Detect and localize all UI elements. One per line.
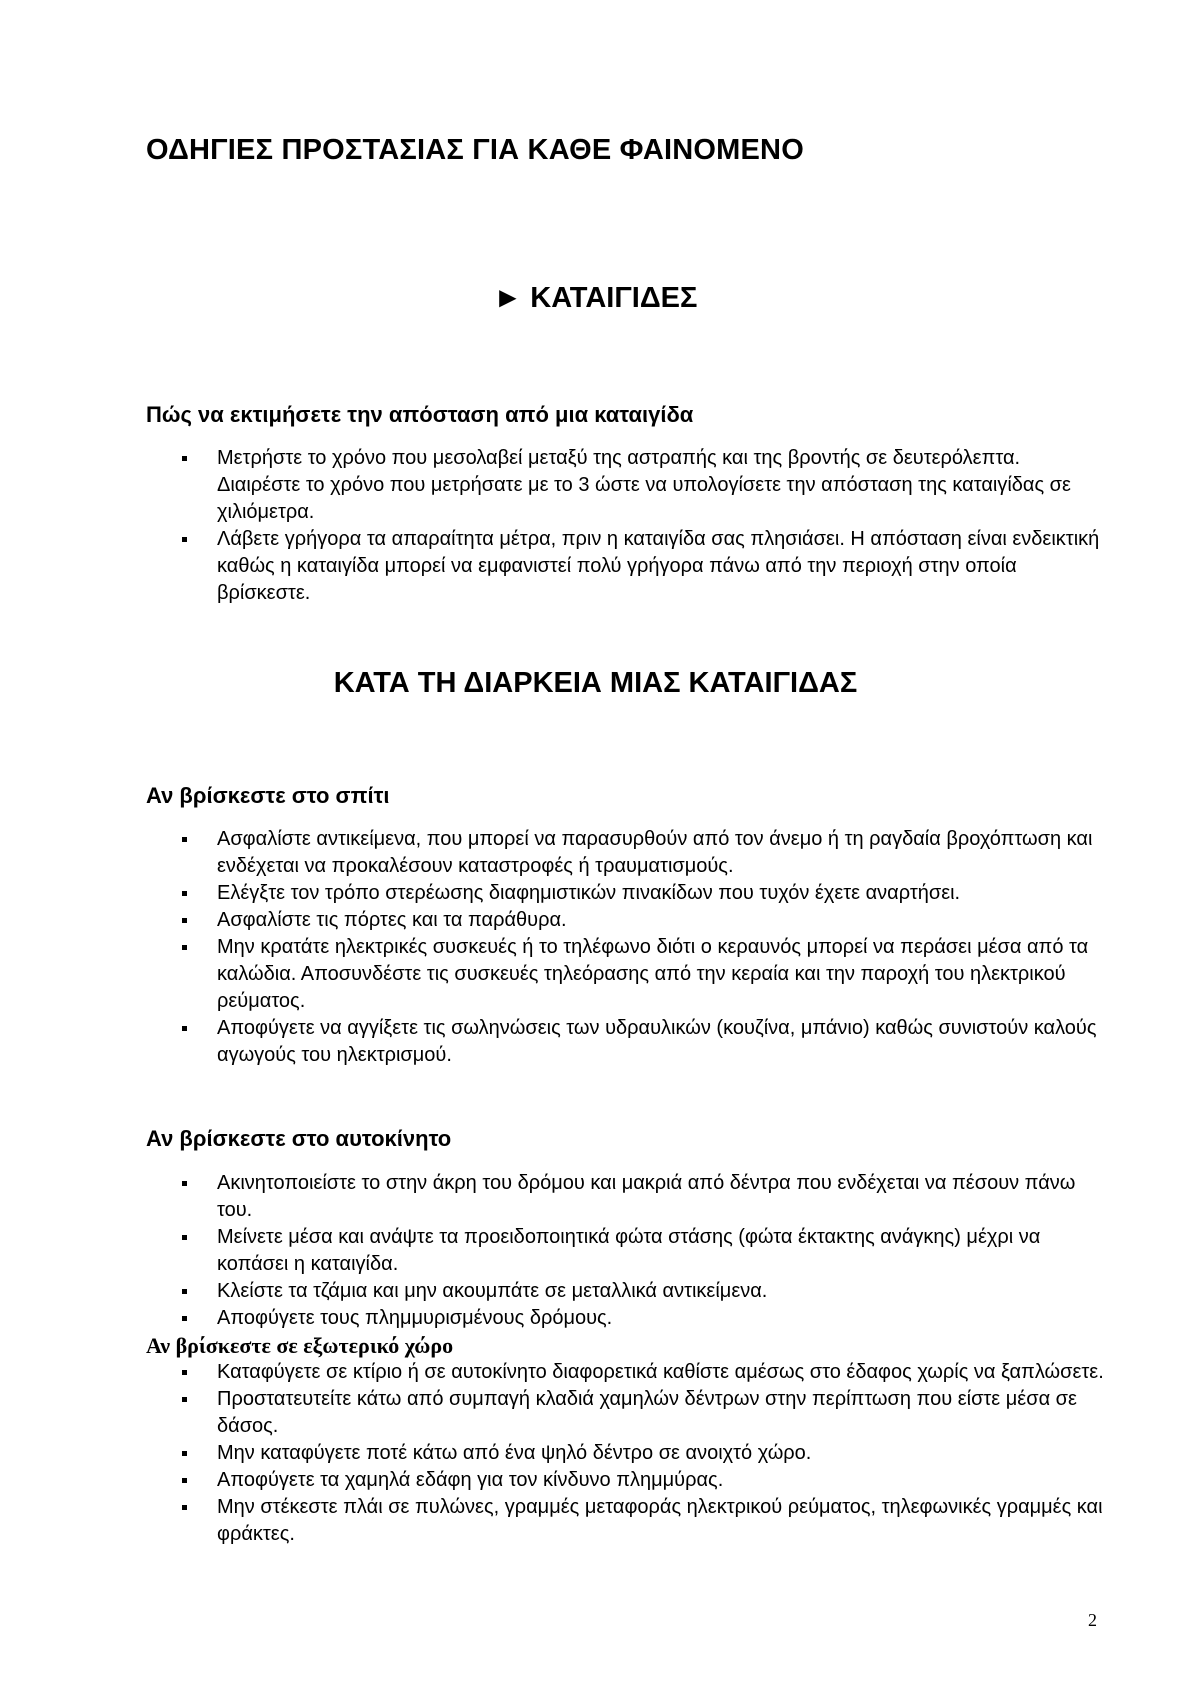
list-item-text: Αποφύγετε τους πλημμυρισμένους δρόμους. [217, 1307, 613, 1329]
during-storm-section-title: ΚΑΤΑ ΤΗ ΔΙΑΡΚΕΙΑ ΜΙΑΣ ΚΑΤΑΙΓΙΔΑΣ [333, 667, 858, 699]
bullet-icon [182, 918, 187, 923]
list-item [146, 934, 1106, 1015]
list-item [146, 1467, 1106, 1494]
car-heading: Αν βρίσκεστε στο αυτοκίνητο [146, 1126, 452, 1151]
list-item-text: Μείνετε μέσα και ανάψτε τα προειδοποιητικά φώτα στάσης (φώτα έκτακτης ανάγκης) μέχρι να κοπάσει η καταιγίδα. [217, 1226, 1041, 1275]
list-item-text: Λάβετε γρήγορα τα απαραίτητα μέτρα, πριν η καταιγίδα σας πλησιάσει. Η απόσταση είναι ενδεικτική καθώς η καταιγίδα μπορεί να εμφανιστεί πολύ γρήγορα πάνω από την περιοχή στην οποία βρίσκεστε. [217, 528, 1100, 604]
outdoor-heading: Αν βρίσκεστε σε εξωτερικό χώρο [146, 1333, 454, 1358]
car-list [146, 1170, 1106, 1332]
bullet-icon [182, 891, 187, 896]
home-heading: Αν βρίσκεστε στο σπίτι [146, 783, 390, 808]
bullet-icon [182, 1397, 187, 1402]
list-item-text: Καταφύγετε σε κτίριο ή σε αυτοκίνητο διαφορετικά καθίστε αμέσως στο έδαφος χωρίς να ξαπλώσετε. [217, 1361, 1104, 1383]
bullet-icon [182, 1289, 187, 1294]
list-item [146, 880, 1106, 907]
page-number: 2 [1088, 1610, 1097, 1630]
storms-section-title: ► ΚΑΤΑΙΓΙΔΕΣ [493, 282, 698, 314]
list-item-text: Ασφαλίστε τις πόρτες και τα παράθυρα. [217, 909, 567, 931]
list-item-text: Αποφύγετε τα χαμηλά εδάφη για τον κίνδυνο πλημμύρας. [217, 1469, 724, 1491]
bullet-icon [182, 1235, 187, 1240]
bullet-icon [182, 1316, 187, 1321]
list-item-text: Μην στέκεστε πλάι σε πυλώνες, γραμμές μεταφοράς ηλεκτρικού ρεύματος, τηλεφωνικές γραμμές και φράκτες. [217, 1496, 1103, 1545]
list-item [146, 1224, 1106, 1278]
list-item [146, 526, 1106, 607]
list-item [146, 1494, 1106, 1548]
distance-heading: Πώς να εκτιμήσετε την απόσταση από μια καταιγίδα [146, 402, 694, 427]
list-item [146, 445, 1106, 526]
list-item [146, 1386, 1106, 1440]
list-item [146, 1170, 1106, 1224]
list-item-text: Μην καταφύγετε ποτέ κάτω από ένα ψηλό δέντρο σε ανοιχτό χώρο. [217, 1442, 812, 1464]
bullet-icon [182, 1181, 187, 1186]
page-title: ΟΔΗΓΙΕΣ ΠΡΟΣΤΑΣΙΑΣ ΓΙΑ ΚΑΘΕ ΦΑΙΝΟΜΕΝΟ [146, 134, 804, 166]
list-item-text: Ασφαλίστε αντικείμενα, που μπορεί να παρασυρθούν από τον άνεμο ή τη ραγδαία βροχόπτωση και ενδέχεται να προκαλέσουν καταστροφές ή τραυματισμούς. [217, 828, 1093, 877]
bullet-icon [182, 1026, 187, 1031]
bullet-icon [182, 837, 187, 842]
list-item [146, 1359, 1106, 1386]
outdoor-list [146, 1359, 1106, 1548]
list-item-text: Κλείστε τα τζάμια και μην ακουμπάτε σε μεταλλικά αντικείμενα. [217, 1280, 768, 1302]
list-item-text: Προστατευτείτε κάτω από συμπαγή κλαδιά χαμηλών δέντρων στην περίπτωση που είστε μέσα σε δάσος. [217, 1388, 1077, 1437]
list-item-text: Μετρήστε το χρόνο που μεσολαβεί μεταξύ της αστραπής και της βροντής σε δευτερόλεπτα. Διαιρέστε το χρόνο που μετρήσατε με το 3 ώστε να υπολογίσετε την απόσταση της καταιγίδας σε χιλιόμετρα. [217, 447, 1071, 523]
distance-list [146, 445, 1106, 607]
home-list [146, 826, 1106, 1069]
bullet-icon [182, 1370, 187, 1375]
list-item [146, 1015, 1106, 1069]
bullet-icon [182, 945, 187, 950]
list-item-text: Ελέγξτε τον τρόπο στερέωσης διαφημιστικών πινακίδων που τυχόν έχετε αναρτήσει. [217, 882, 961, 904]
list-item [146, 1278, 1106, 1305]
list-item [146, 826, 1106, 880]
list-item-text: Αποφύγετε να αγγίξετε τις σωληνώσεις των υδραυλικών (κουζίνα, μπάνιο) καθώς συνιστούν καλούς αγωγούς του ηλεκτρισμού. [217, 1017, 1097, 1066]
list-item [146, 1305, 1106, 1332]
bullet-icon [182, 1451, 187, 1456]
bullet-icon [182, 537, 187, 542]
list-item-text: Ακινητοποιείστε το στην άκρη του δρόμου και μακριά από δέντρα που ενδέχεται να πέσουν πάνω του. [217, 1172, 1076, 1221]
bullet-icon [182, 1478, 187, 1483]
list-item-text: Μην κρατάτε ηλεκτρικές συσκευές ή το τηλέφωνο διότι ο κεραυνός μπορεί να περάσει μέσα από τα καλώδια. Αποσυνδέστε τις συσκευές τηλεόρασης από την κεραία και την παροχή του ηλεκτρικού ρεύματος. [217, 936, 1089, 1012]
bullet-icon [182, 456, 187, 461]
list-item [146, 907, 1106, 934]
bullet-icon [182, 1505, 187, 1510]
list-item [146, 1440, 1106, 1467]
